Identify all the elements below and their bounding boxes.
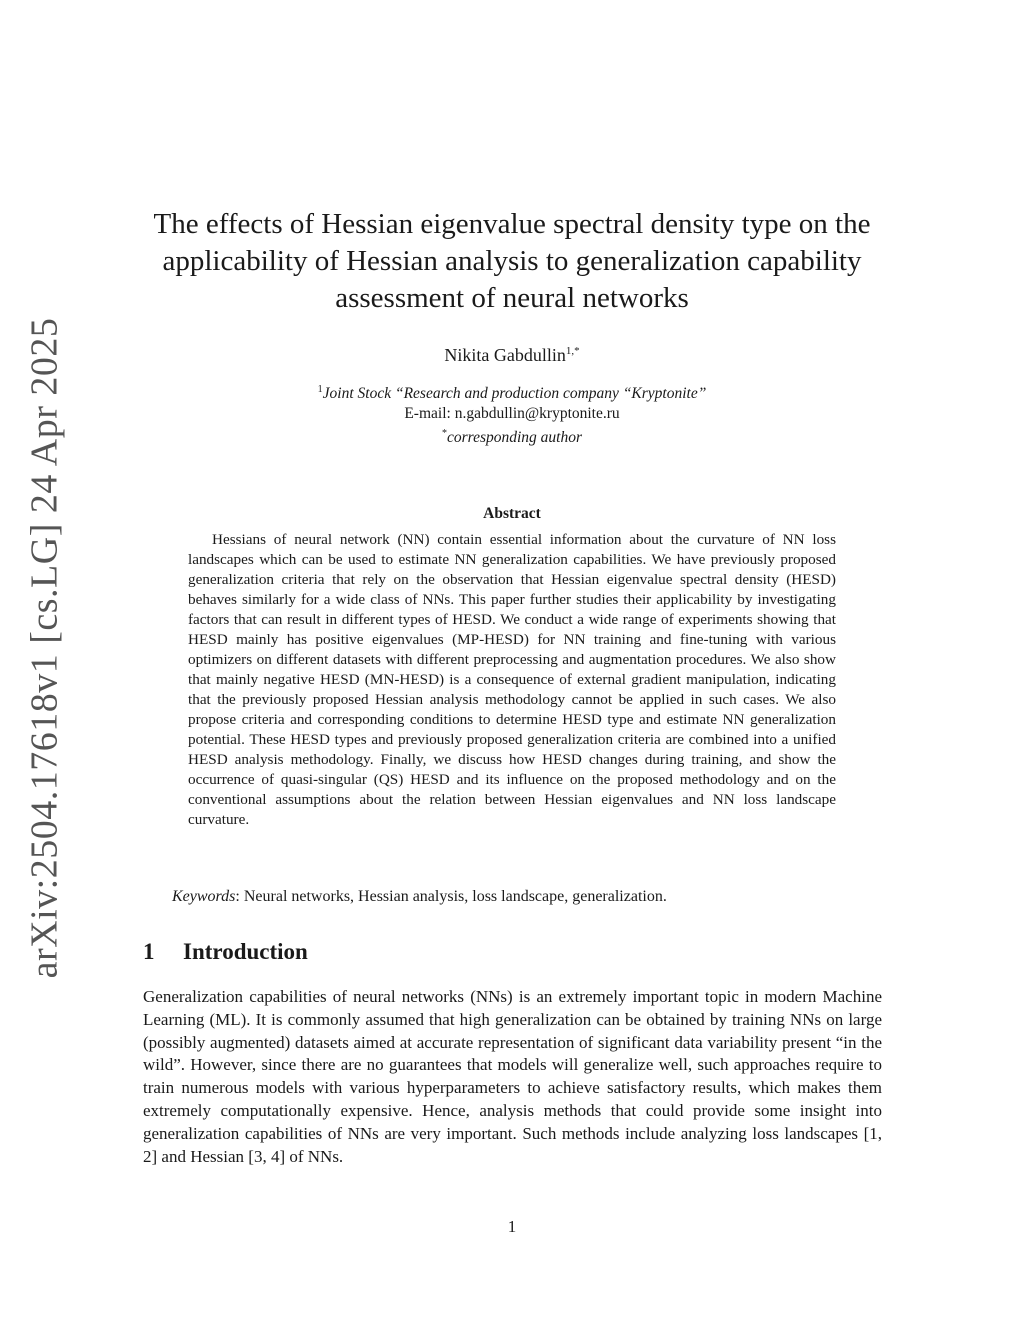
keywords-text: : Neural networks, Hessian analysis, loss landscape, generalization. (235, 888, 667, 905)
author-marks: 1,* (565, 345, 580, 357)
corresponding-marker: * (441, 428, 447, 440)
author-email: E-mail: n.gabdullin@kryptonite.ru (404, 405, 620, 423)
abstract-heading: Abstract (483, 505, 541, 522)
affiliation-block (140, 380, 884, 448)
paper-title: The effects of Hessian eigenvalue spectral density type on the applicability of Hessian analysis to generalization capability assessment of neural networks (153, 208, 871, 314)
affiliation-organization: Joint Stock “Research and production company “Kryptonite” (322, 385, 707, 403)
page-number: 1 (507, 1217, 517, 1236)
arxiv-side-identifier (14, 317, 74, 979)
keywords-label: Keywords (172, 888, 236, 905)
keywords-line (172, 887, 852, 907)
section-number: 1 (143, 939, 155, 964)
corresponding-note (140, 424, 884, 448)
arxiv-identifier-text: arXiv:2504.17618v1 [cs.LG] 24 Apr 2025 (23, 317, 66, 979)
introduction-paragraph: Generalization capabilities of neural networks (NNs) is an extremely important topic in modern Machine Learning (ML). It is commonly assumed that high generalization can be obtained by training NNs on large (possibly augmented) datasets aimed at accurate representation of significant data variability present “in the wild”. However, since there are no guarantees that models will generalize well, such approaches require to train numerous models with various hyperparameters to achieve satisfactory results, which makes them extremely computationally expensive. Hence, analysis methods that could provide some insight into generalization capabilities of NNs are very important. Such methods include analyzing loss landscapes [1, 2] and Hessian [3, 4] of NNs. (143, 987, 882, 1166)
section-title: Introduction (183, 939, 308, 964)
author-name: Nikita Gabdullin (444, 345, 566, 365)
section-heading (143, 937, 308, 967)
affiliation-line (140, 380, 884, 404)
abstract-text: Hessians of neural network (NN) contain essential information about the curvature of NN loss landscapes which can be used to estimate NN generalization capabilities. We have previously proposed generalization criteria that rely on the observation that Hessian eigenvalue spectral density (HESD) behaves similarly for a wide class of NNs. This paper further studies their applicability by investigating factors that can result in different types of HESD. We conduct a wide range of experiments showing that HESD mainly has positive eigenvalues (MP-HESD) for NN training and fine-tuning with various optimizers on different datasets with different preprocessing and augmentation procedures. We also show that mainly negative HESD (MN-HESD) is a consequence of external gradient manipulation, indicating that the previously proposed Hessian analysis methodology cannot be applied in such cases. We also propose criteria and corresponding conditions to determine HESD type and estimate NN generalization potential. These HESD types and previously proposed generalization criteria are combined into a unified HESD analysis methodology. Finally, we discuss how HESD changes during training, and show the occurrence of quasi-singular (QS) HESD and its influence on the proposed methodology and on the conventional assumptions about the relation between Hessian eigenvalues and NN loss landscape curvature. (188, 531, 836, 828)
affiliation-marker: 1 (317, 384, 323, 395)
corresponding-text: corresponding author (446, 429, 583, 447)
author-line (140, 340, 884, 366)
